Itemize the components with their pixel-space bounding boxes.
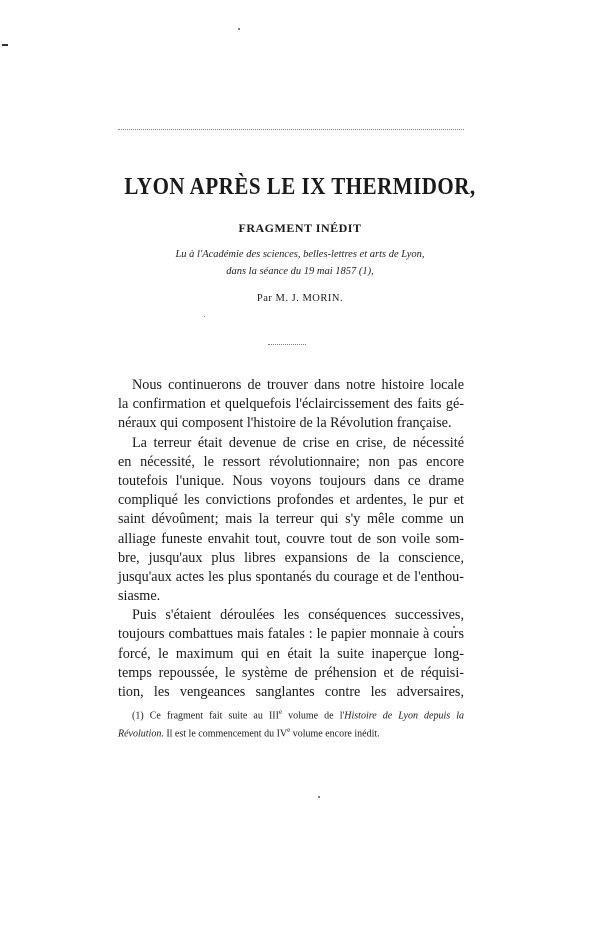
body-line: siasme. [118,588,161,605]
body-line: toutefois l'unique. Nous voyons toujours dans ce drame [118,472,464,489]
body-line: bre, jusqu'aux plus libres expansions de la conscience, [118,549,464,566]
body-line: tion, les vengeances sanglantes contre les adversaires, [118,684,464,700]
body-line: toujours combattues mais fatales : le papier monnaie à cours [118,626,464,643]
body-line: Puis s'étaient déroulées les conséquences successives, [132,607,464,624]
body-line: La terreur était devenue de crise en crise, de nécessité [132,434,464,451]
footnote [118,705,464,742]
body-line: forcé, le maximum qui en était la suite inaperçue long- [118,645,464,662]
body-line: en nécessité, le ressort révolutionnaire; non pas encore [118,453,464,470]
body-line: temps repoussée, le système de préhension et de réquisi- [118,664,464,681]
body-line: la confirmation et quelquefois l'éclaircissement des faits gé- [118,396,464,413]
top-separator [118,129,464,130]
reading-note-line-2: dans la séance du 19 mai 1857 (1), [226,266,374,277]
margin-mark [2,44,8,46]
footnote-text: volume de l' [282,710,345,722]
body-line: saint dévoûment; mais la terreur qui s'y mêle comme un [118,511,464,528]
paper-speck [318,796,320,798]
page-subtitle: FRAGMENT INÉDIT [238,221,362,235]
body-paragraphs [118,376,464,702]
paper-speck [238,28,240,30]
footnote-text: . Il est le commencement du IV [161,728,288,740]
body-line: compliqué les convictions profondes et ardentes, le pur et [118,492,464,509]
paper-speck [204,316,205,317]
body-line: jusqu'aux actes les plus spontanés du courage et de l'enthou- [118,568,464,585]
footnote-italic-title: Révolution [118,728,162,740]
body-line: alliage funeste envahit tout, couvre tout de son voile som- [118,530,464,547]
footnote-superscript: e [287,726,291,735]
section-separator [268,344,306,345]
footnote-line-1 [118,705,464,723]
reading-note-line-1: Lu à l'Académie des sciences, belles-lettres et arts de Lyon, [175,249,425,260]
body-line: néraux qui composent l'histoire de la Révolution française. [118,415,452,432]
body-line: Nous continuerons de trouver dans notre histoire locale [132,377,464,393]
author-byline: Par M. J. MORIN. [256,293,344,304]
footnote-text: volume encore inédit. [290,728,380,740]
footnote-italic-title: Histoire de Lyon depuis la [344,710,464,722]
footnote-text: (1) Ce fragment fait suite au III [132,710,279,722]
page-title: LYON APRÈS LE IX THERMIDOR, [124,172,476,200]
footnote-line-2 [118,723,464,741]
footnote-superscript: e [278,708,283,716]
